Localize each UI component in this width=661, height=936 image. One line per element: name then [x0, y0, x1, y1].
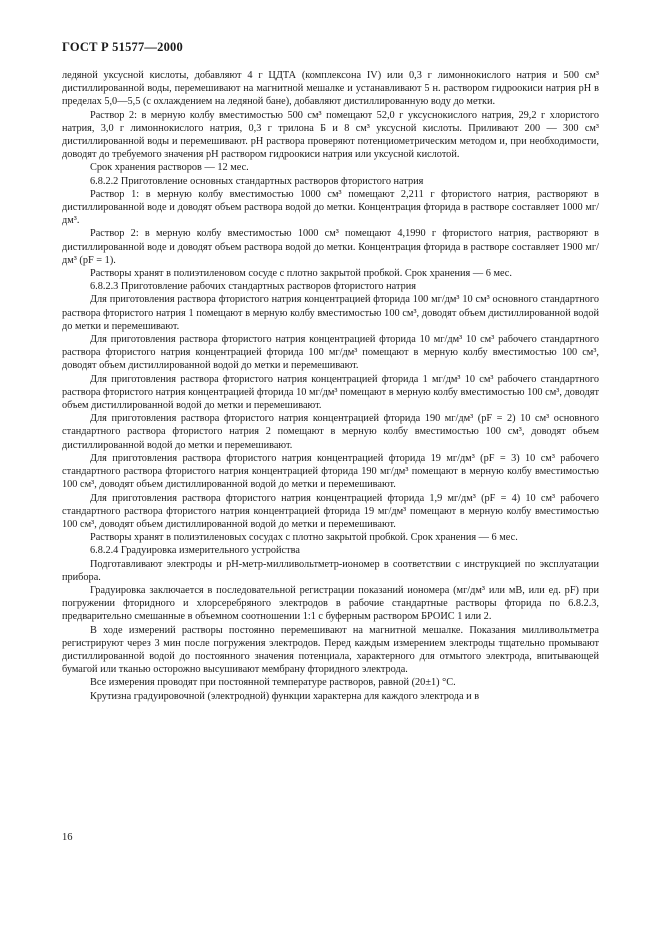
paragraph: 6.8.2.2 Приготовление основных стандартных растворов фтористого натрия: [90, 175, 424, 187]
page-number: 16: [62, 832, 73, 843]
paragraph: Все измерения проводят при постоянной температуре растворов, равной (20±1) °С.: [90, 677, 456, 689]
paragraph: Для приготовления раствора фтористого натрия концентрацией фторида 10 мг/дм³ 10 см³ рабочего стандартного раствора фтористого натрия концентрацией фторида 100 мг/дм³ помещают в мерную колбу вместимостью 100 см³, доводят объем дистиллированной водой до метки и перемешивают.: [62, 334, 599, 372]
paragraph: Раствор 2: в мерную колбу вместимостью 500 см³ помещают 52,0 г уксуснокислого натрия, 29,2 г хлористого натрия, 3,0 г лимоннокислого натрия, 0,3 г трилона Б и 8 см³ уксусной кислоты. Приливают 200 — 300 см³ дистиллированной воды и перемешивают. рН раствора проверяют потенциометрическим методом и, при необходимости, доводят до требуемого значения рН раствором гидроокиси натрия или уксусной кислотой.: [62, 109, 599, 161]
paragraph: ледяной уксусной кислоты, добавляют 4 г ЦДТА (комплексона IV) или 0,3 г лимоннокислого натрия и 500 см³ дистиллированной воды, перемешивают на магнитной мешалке и устанавливают 5 н. раствором гидроокиси натрия рН в пределах 5,0—5,5 (с охлаждением на ледяной бане), добавляют дистиллированную воду до метки.: [62, 70, 599, 108]
paragraph: Растворы хранят в полиэтиленовых сосудах с плотно закрытой пробкой. Срок хранения — 6 мес.: [90, 532, 518, 544]
paragraph: Раствор 2: в мерную колбу вместимостью 1000 см³ помещают 4,1990 г фтористого натрия, растворяют в дистиллированной воде и доводят объем раствора водой до метки. Концентрация фторида в растворе составляет 1900 мг/дм³ (рF = 1).: [62, 228, 599, 266]
paragraph: Для приготовления раствора фтористого натрия концентрацией фторида 190 мг/дм³ (рF = 2) 10 см³ основного стандартного раствора фтористого натрия 2 помещают в мерную колбу вместимостью 100 см³, доводят объем дистиллированной водой до метки и перемешивают.: [62, 413, 599, 451]
paragraph: Растворы хранят в полиэтиленовом сосуде с плотно закрытой пробкой. Срок хранения — 6 мес.: [90, 268, 512, 280]
paragraph: Срок хранения растворов — 12 мес.: [90, 162, 249, 174]
paragraph: Крутизна градуировочной (электродной) функции характерна для каждого электрода и в: [90, 690, 480, 702]
paragraph: 6.8.2.3 Приготовление рабочих стандартных растворов фтористого натрия: [90, 281, 416, 293]
paragraph: 6.8.2.4 Градуировка измерительного устройства: [90, 545, 300, 557]
document-page: [62, 40, 599, 703]
paragraph: Раствор 1: в мерную колбу вместимостью 1000 см³ помещают 2,211 г фтористого натрия, растворяют в дистиллированной воде и доводят объем раствора водой до метки. Концентрация фторида в растворе составляет 1000 мг/дм³.: [62, 188, 599, 227]
paragraph: Для приготовления раствора фтористого натрия концентрацией фторида 100 мг/дм³ 10 см³ основного стандартного раствора фтористого натрия 1 помещают в мерную колбу вместимостью 100 см³, доводят объем дистиллированной водой до метки и перемешивают.: [62, 294, 599, 332]
paragraph: Градуировка заключается в последовательной регистрации показаний иономера (мг/дм³ или мВ, или ед. рF) при погружении фторидного и хлорсеребряного электродов в рабочие стандартные растворы фторида по 6.8.2.3, предварительно смешанные в объемном соотношении 1:1 с буферным раствором БРОИС 1 или 2.: [62, 584, 599, 623]
paragraph: Для приготовления раствора фтористого натрия концентрацией фторида 1 мг/дм³ 10 см³ рабочего стандартного раствора фтористого натрия концентрацией фторида 10 мг/дм³ помещают в мерную колбу вместимостью 100 см³, доводят объем дистиллированной водой до метки и перемешивают.: [62, 373, 599, 412]
document-body: [62, 69, 599, 703]
paragraph: В ходе измерений растворы постоянно перемешивают на магнитной мешалке. Показания милливольтметра регистрируют через 3 мин после погружения электродов. Перед каждым измерением электроды тщательно промывают дистиллированной водой до постоянного значения потенциала, характерного для отмытого электрода, впитывающей бумагой или тканью осторожно высушивают мембрану фторидного электрода.: [62, 624, 599, 676]
paragraph: Подготавливают электроды и рН-метр-милливольтметр-иономер в соответствии с инструкцией по эксплуатации прибора.: [62, 558, 599, 583]
paragraph: Для приготовления раствора фтористого натрия концентрацией фторида 1,9 мг/дм³ (рF = 4) 10 см³ рабочего стандартного раствора фтористого натрия концентрацией фторида 19 мг/дм³ помещают в мерную колбу вместимостью 100 см³, доводят объем дистиллированной водой до метки и перемешивают.: [62, 492, 599, 530]
paragraph: Для приготовления раствора фтористого натрия концентрацией фторида 19 мг/дм³ (рF = 3) 10 см³ рабочего стандартного раствора фтористого натрия концентрацией фторида 190 мг/дм³ помещают в мерную колбу вместимостью 100 см³, доводят объем дистиллированной водой до метки и перемешивают.: [62, 452, 599, 491]
document-header: ГОСТ Р 51577—2000: [62, 40, 183, 54]
